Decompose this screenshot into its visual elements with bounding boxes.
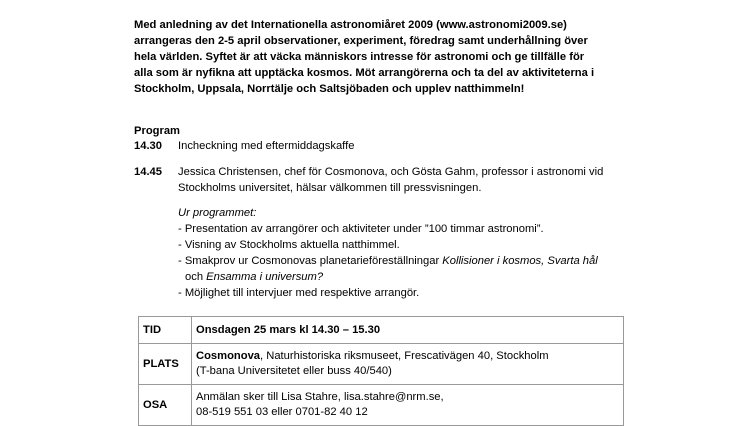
intro-paragraph — [134, 17, 694, 97]
osa-line: Anmälan sker till Lisa Stahre, lisa.stahre@nrm.se, — [196, 391, 444, 403]
highlight-text: och — [185, 271, 207, 283]
intro-line: Med anledning av det Internationella astronomiåret 2009 (www.astronomi2009.se) — [134, 19, 567, 31]
program-heading: Program — [134, 125, 181, 137]
program-item-line: Jessica Christensen, chef för Cosmonova, och Gösta Gahm, professor i astronomi vid — [178, 166, 604, 178]
intro-line: hela världen. Syftet är att väcka människors intresse för astronomi och ge tillfälle för — [134, 51, 585, 63]
info-value — [192, 317, 624, 344]
highlight-text: - Smakprov ur Cosmonovas planetarieföreställningar — [178, 255, 443, 267]
highlight-item-cont — [178, 269, 698, 285]
highlights-heading — [178, 205, 698, 221]
info-label: PLATS — [139, 344, 192, 385]
program-time: 14.45 — [134, 166, 162, 178]
program-item-line: Incheckning med eftermiddagskaffe — [178, 140, 355, 152]
intro-line: Stockholm, Uppsala, Norrtälje och Saltsjöbaden och upplev natthimmeln! — [134, 83, 525, 95]
tid-value: Onsdagen 25 mars kl 14.30 – 15.30 — [196, 323, 381, 336]
info-value — [192, 385, 624, 426]
highlight-item: - Visning av Stockholms aktuella natthimmel. — [178, 239, 400, 251]
program-time: 14.30 — [134, 140, 162, 152]
venue-name: Cosmonova — [196, 350, 261, 362]
info-table — [138, 316, 624, 426]
program-item — [178, 138, 698, 154]
program-item-line: Stockholms universitet, hälsar välkommen till pressvisningen. — [178, 182, 482, 194]
info-row-osa — [139, 385, 624, 426]
osa-line: 08-519 551 03 eller 0701-82 40 12 — [196, 406, 368, 418]
highlight-item — [178, 253, 698, 269]
info-value — [192, 344, 624, 385]
intro-line: arrangeras den 2-5 april observationer, experiment, föredrag samt underhållning över — [134, 35, 588, 47]
highlights-heading-text: Ur programmet: — [178, 207, 257, 219]
info-row-tid — [139, 317, 624, 344]
intro-line: alla som är nyfikna att upptäcka kosmos. Möt arrangörerna och ta del av aktiviteterna i — [134, 67, 595, 79]
plats-line — [196, 349, 619, 364]
show-title: Ensamma i universum? — [206, 271, 324, 283]
program-item — [178, 164, 698, 196]
info-label: TID — [139, 317, 192, 344]
plats-line: (T-bana Universitetet eller buss 40/540) — [196, 365, 392, 377]
venue-address: , Naturhistoriska riksmuseet, Frescativägen 40, Stockholm — [260, 350, 549, 362]
program-highlights — [178, 205, 698, 301]
show-titles: Kollisioner i kosmos, Svarta hål — [442, 255, 598, 267]
highlight-item: - Presentation av arrangörer och aktiviteter under ”100 timmar astronomi”. — [178, 223, 544, 235]
info-row-plats — [139, 344, 624, 385]
info-label: OSA — [139, 385, 192, 426]
highlight-item: - Möjlighet till intervjuer med respektive arrangör. — [178, 287, 420, 299]
